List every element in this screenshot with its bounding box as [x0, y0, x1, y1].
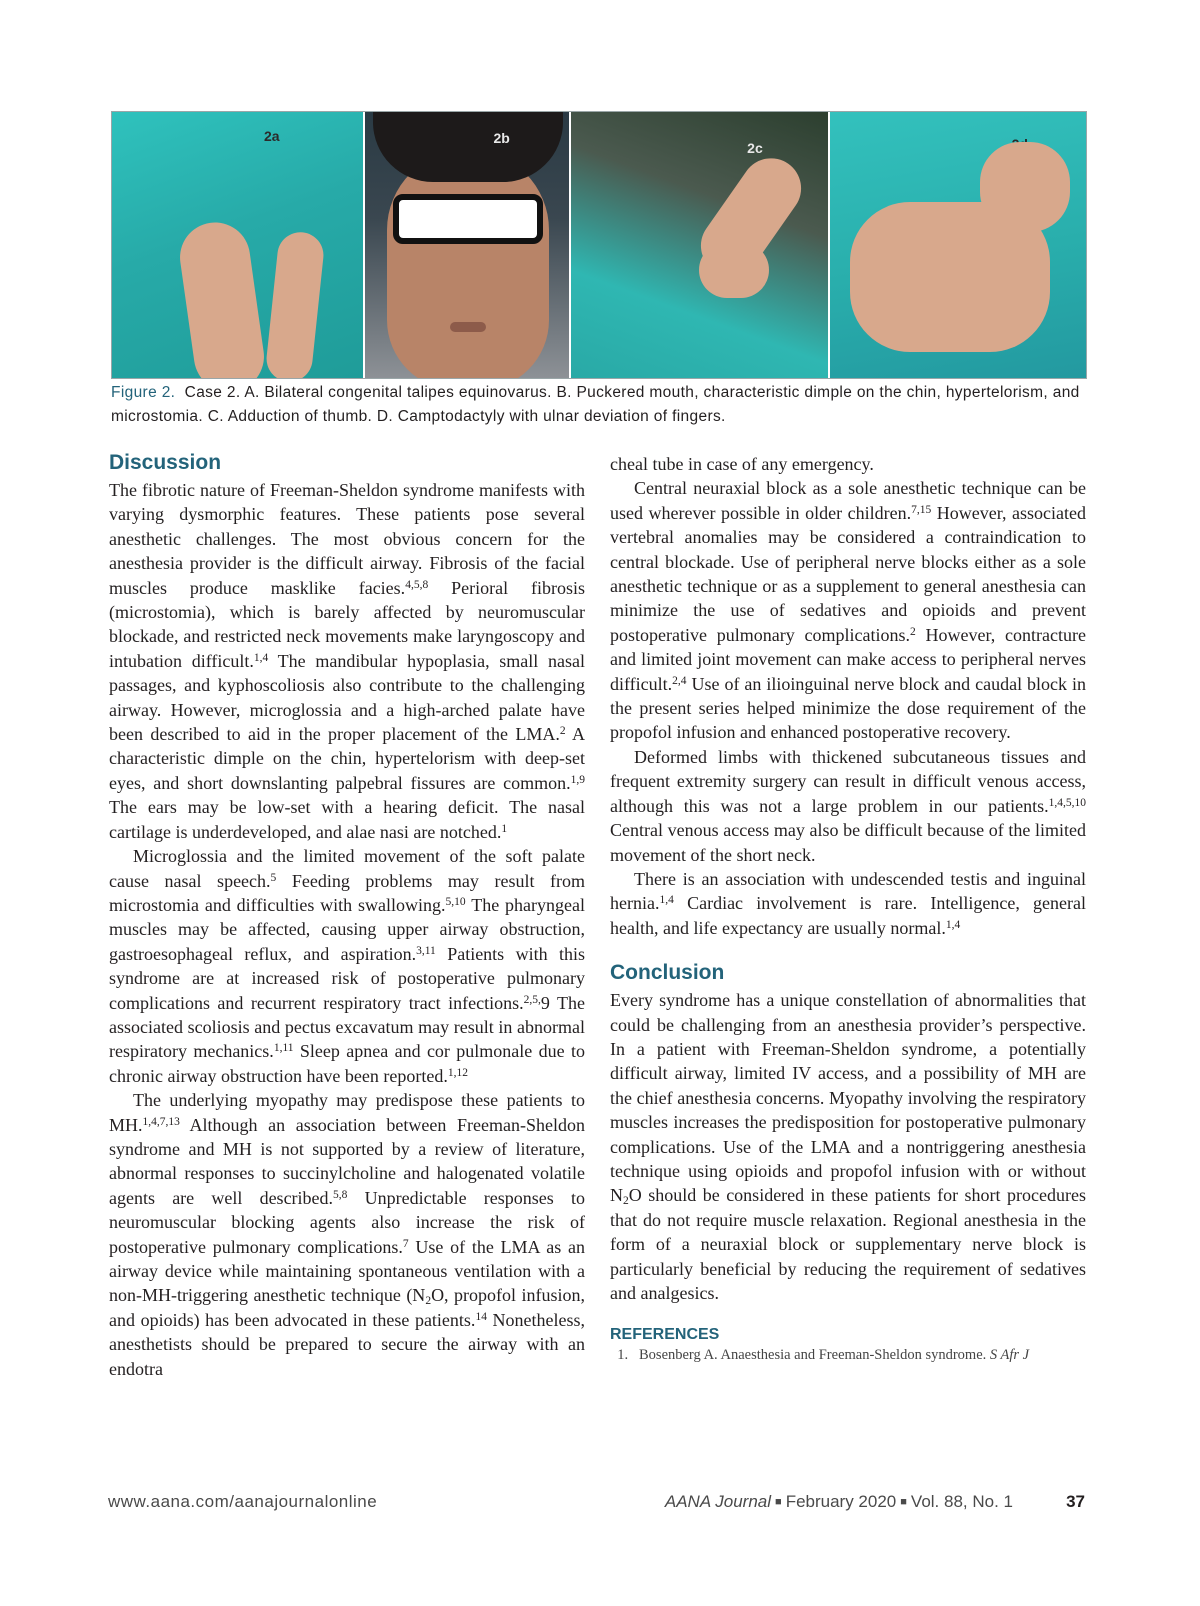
section-gap	[610, 1305, 1086, 1325]
discussion-paragraph: Microglossia and the limited movement of the soft palate cause nasal speech.$^5$ Feeding problems may result from microstomia and difficulties with swallowing.$^{5,10}$ The pharyngeal muscles may be affected, causing upper airway obstruction, gastroesophageal reflux, and aspiration.$^{3,11}$ Patients with this syndrome are at increased risk of postoperative pulmonary complications and recurrent respiratory tract infections.$^{2,5,}$9 The associated scoliosis and pectus excavatum may result in abnormal respiratory mechanics.$^{1,11}$ Sleep apnea and cor pulmonale due to chronic airway obstruction have been reported.$^{1,12}$	[109, 846, 586, 1086]
figure-caption-text: Case 2. A. Bilateral congenital talipes equinovarus. B. Puckered mouth, characteristic dimple on the chin, hypertelorism, and microstomia. C. Adduction of thumb. D. Camptodactyly with ulnar deviation of fingers.	[111, 384, 1080, 425]
panel-label-2a: 2a	[264, 128, 280, 144]
column-right	[610, 452, 1086, 1365]
figure-2	[111, 111, 1087, 379]
reference-item	[610, 1345, 1086, 1365]
discussion-paragraph: There is an association with undescended testis and inguinal hernia.$^{1,4}$ Cardiac involvement is rare. Intelligence, general health, and life expectancy are usually normal.$^{1,4}$	[610, 868, 1086, 938]
foot-left-shape	[176, 218, 269, 378]
column-left	[109, 450, 585, 1381]
references-heading: REFERENCES	[610, 1326, 720, 1344]
conclusion-heading: Conclusion	[610, 961, 725, 985]
discussion-paragraph: Central neuraxial block as a sole anesthetic technique can be used wherever possible in older children.$^{7,15}$ However, associated vertebral anomalies may be considered a contraindication to central blockade. Use of peripheral nerve blocks either as a sole anesthetic technique or as a supplement to general anesthesia can minimize the use of sedatives and opioids and prevent postoperative pulmonary complications.$^2$ However, contracture and limited joint movement can make access to peripheral nerves difficult.$^{2,4}$ Use of an ilioinguinal nerve block and caudal block in the present series helped minimize the dose requirement of the propofol infusion and enhanced postoperative recovery.	[610, 478, 1087, 743]
footer-date: February 2020	[785, 1492, 897, 1511]
footer-volume: Vol. 88, No. 1	[910, 1492, 1013, 1511]
face-shape	[387, 150, 549, 378]
discussion-heading: Discussion	[109, 451, 222, 474]
figure-panel-2a	[112, 112, 363, 378]
discussion-paragraph: Deformed limbs with thickened subcutaneous tissues and frequent extremity surgery can result in difficult venous access, although this was not a large problem in our patients.$^{1,4,5,10}$ Central venous access may also be difficult because of the limited movement of the short neck.	[610, 746, 1086, 865]
eye-mask-redaction	[393, 194, 543, 244]
discussion-paragraph: cheal tube in case of any emergency.	[610, 454, 874, 474]
figure-panel-2d	[828, 112, 1086, 378]
figure-panel-2b	[363, 112, 569, 378]
foot-right-shape	[264, 230, 325, 378]
reference-number: 1.	[617, 1347, 629, 1364]
reference-journal: S Afr J	[989, 1347, 1030, 1364]
footer-journal-name: AANA Journal	[664, 1492, 772, 1511]
footer-separator: ■	[775, 1496, 782, 1508]
hair-shape	[373, 112, 563, 182]
conclusion-paragraph: Every syndrome has a unique constellation of abnormalities that could be challenging from an anesthesia provider’s perspective. In a patient with Freeman-Sheldon syndrome, a potentially difficult airway, limited IV access, and a possibility of MH are the chief anesthesia concerns. Myopathy involving the respiratory muscles increases the predisposition for postoperative pulmonary complications. Use of the LMA and a nontriggering anesthesia technique using opioids and propofol infusion with or without $N_2O$ should be considered in these patients for short procedures that do not require muscle relaxation. Regional anesthesia in the form of a neuraxial block or supplementary nerve block is particularly beneficial by reducing the requirement of sedatives and analgesics.	[610, 990, 1086, 1303]
mouth-shape	[450, 322, 486, 332]
page-number: 37	[1066, 1492, 1085, 1511]
figure-caption-label: Figure 2.	[111, 384, 176, 401]
page-footer	[108, 1492, 1085, 1516]
reference-text: Bosenberg A. Anaesthesia and Freeman-Sheldon syndrome.	[639, 1347, 987, 1364]
discussion-paragraph: The underlying myopathy may predispose these patients to MH.$^{1,4,7,13}$ Although an association between Freeman-Sheldon syndrome and MH is not supported by a review of literature, abnormal responses to succinylcholine and halogenated volatile agents are well described.$^{5,8}$ Unpredictable responses to neuromuscular blocking agents also increase the risk of postoperative pulmonary complications.$^7$ Use of the LMA as an airway device while maintaining spontaneous ventilation with a non-MH-triggering anesthetic technique ($N_2O$, propofol infusion, and opioids) has been advocated in these patients.$^{14}$ Nonetheless, anesthetists should be prepared to secure the airway with an endotra	[109, 1090, 586, 1379]
footer-journal-info	[665, 1492, 1013, 1512]
discussion-paragraph: The fibrotic nature of Freeman-Sheldon syndrome manifests with varying dysmorphic features. These patients pose several anesthetic challenges. The most obvious concern for the anesthesia provider is the difficult airway. Fibrosis of the facial muscles produce masklike facies.$^{4,5,8}$ Perioral fibrosis (microstomia), which is barely affected by neuromuscular blockade, and restricted neck movements make laryngoscopy and intubation difficult.$^{1,4}$ The mandibular hypoplasia, small nasal passages, and kyphoscoliosis also contribute to the challenging airway. However, microglossia and a high-arched palate have been described to aid in the proper placement of the LMA.$^2$ A characteristic dimple on the chin, hypertelorism with deep-set eyes, and short downslanting palpebral fissures are common.$^{1,9}$ The ears may be low-set with a hearing deficit. The nasal cartilage is underdeveloped, and alae nasi are notched.$^1$	[109, 480, 586, 842]
footer-separator: ■	[900, 1496, 907, 1508]
figure-panel-2c	[569, 112, 827, 378]
figure-caption	[111, 381, 1101, 429]
section-gap	[610, 940, 1086, 960]
hand-shape	[699, 242, 769, 298]
footer-url[interactable]: www.aana.com/aanajournalonline	[108, 1492, 378, 1511]
panel-label-2c: 2c	[747, 140, 763, 156]
fingers-d-shape	[980, 142, 1070, 232]
panel-label-2b: 2b	[493, 130, 510, 146]
